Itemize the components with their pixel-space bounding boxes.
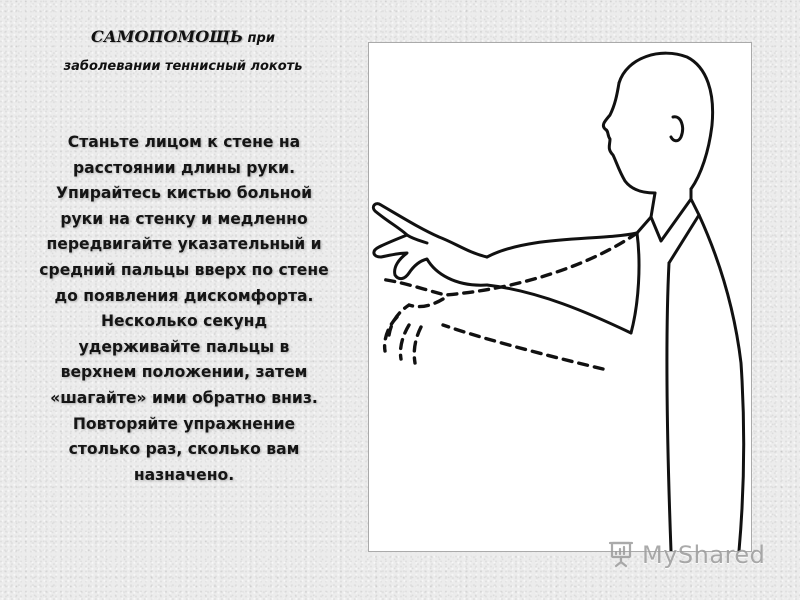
finger-crease: [407, 235, 427, 243]
instruction-text: Станьте лицом к стене на расстоянии длины руки. Упирайтесь кистью больной руки на стенку и медленно передвигайте указательный и средний пальцы вверх по стене до появления дискомфорта. Несколько секунд удерживайте пальцы в верхнем положении, затем «шагайте» ими обратно вниз. Повторяйте упражнение столько раз, сколько вам назначено.: [39, 133, 329, 484]
face-profile: [603, 83, 655, 193]
watermark: [606, 540, 765, 570]
sleeve-bottom: [487, 285, 631, 333]
slide-title-rest: при заболевании теннисный локоть: [63, 31, 303, 74]
back-contour: [699, 215, 744, 551]
exercise-illustration: [368, 42, 752, 552]
man-reaching-arm-to-wall-drawing: [369, 43, 751, 551]
slide-title-main: САМОПОМОЩЬ: [91, 27, 244, 46]
shoulder-line: [631, 233, 639, 333]
shirt-seam: [667, 263, 671, 551]
head-outline: [619, 53, 713, 189]
slide-title: [48, 24, 318, 80]
sleeve-top: [487, 233, 637, 257]
neck: [651, 193, 655, 217]
presentation-board-icon: [606, 538, 636, 572]
ear: [671, 117, 683, 141]
lower-arm-position-dashed: [379, 233, 637, 369]
hand: [373, 204, 487, 286]
watermark-text: MyShared: [642, 541, 766, 569]
collar: [637, 199, 699, 263]
